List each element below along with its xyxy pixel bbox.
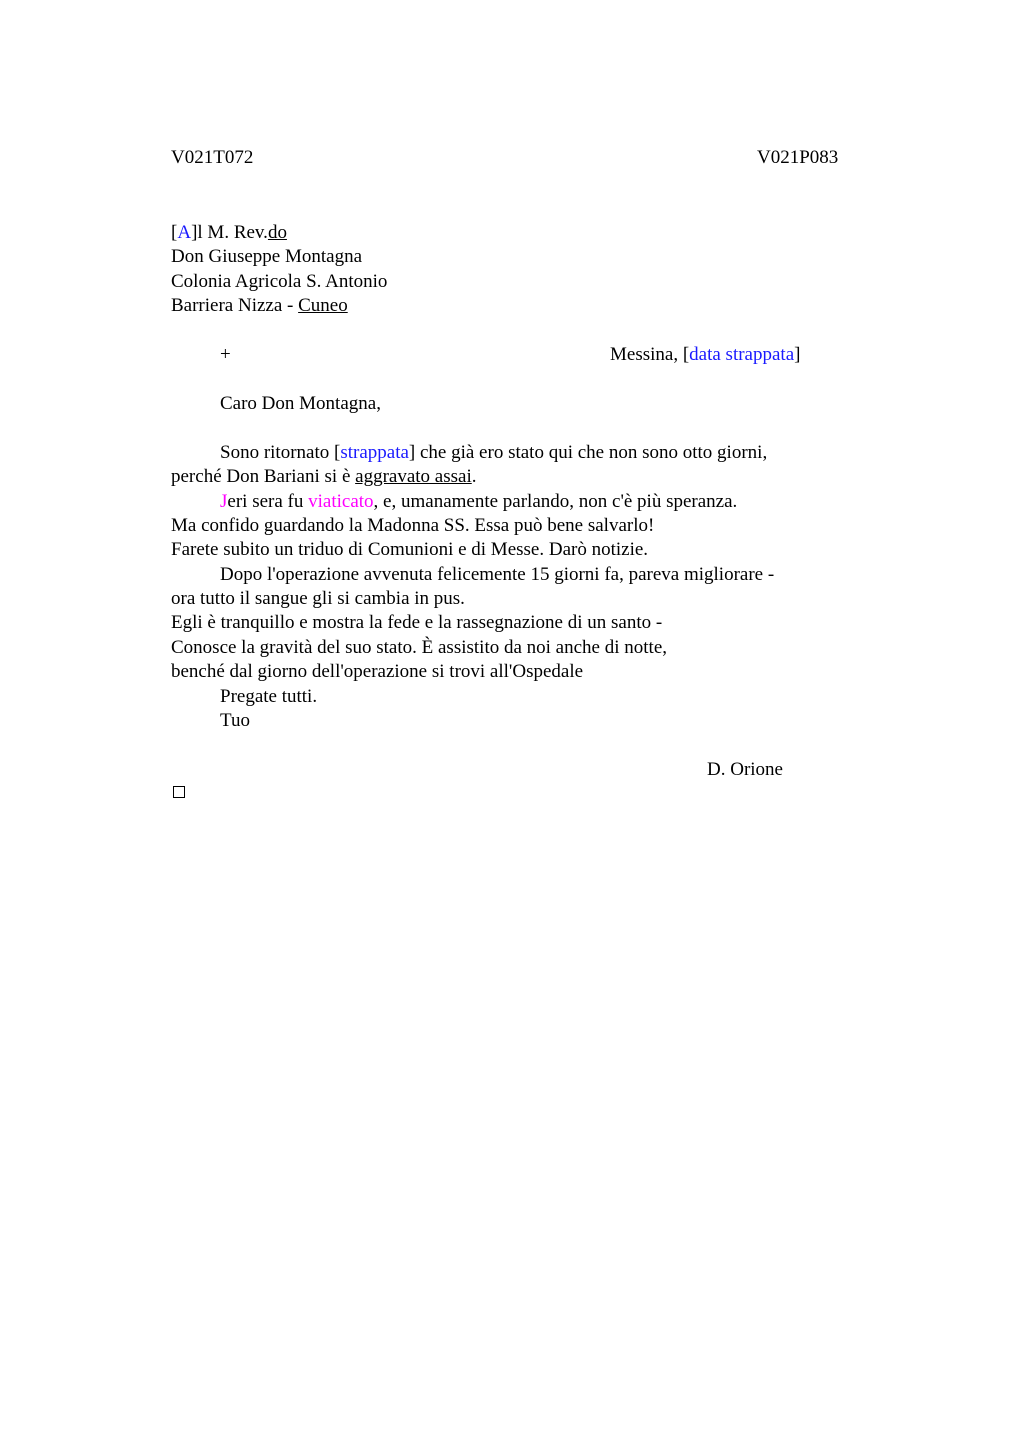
editorial-letter: A bbox=[177, 222, 192, 243]
body-line-2 bbox=[171, 465, 476, 489]
cross-mark: + bbox=[220, 344, 231, 365]
body-text: , e, umanamente parlando, non c'è più speranza. bbox=[373, 491, 738, 512]
address-title: l M. Rev. bbox=[197, 222, 268, 243]
underlined-text: aggravato assai bbox=[355, 466, 472, 487]
dateline-note: data strappata bbox=[689, 344, 795, 365]
address-city: Cuneo bbox=[298, 295, 348, 316]
body-text: ] che già ero stato qui che non sono otto giorni, bbox=[408, 442, 768, 463]
address-line-2: Don Giuseppe Montagna bbox=[171, 246, 363, 267]
dateline-close: ] bbox=[794, 344, 801, 365]
body-line-7: ora tutto il sangue gli si cambia in pus. bbox=[171, 588, 465, 609]
signature: D. Orione bbox=[707, 759, 783, 780]
dateline-place: Messina, [ bbox=[610, 344, 690, 365]
body-text: . bbox=[471, 466, 477, 487]
highlighted-word: viaticato bbox=[308, 491, 374, 512]
document-code-left: V021T072 bbox=[171, 147, 254, 168]
body-text: Sono ritornato [ bbox=[220, 442, 341, 463]
body-line-8: Egli è tranquillo e mostra la fede e la rassegnazione di un santo - bbox=[171, 612, 663, 633]
body-line-4: Ma confido guardando la Madonna SS. Essa può bene salvarlo! bbox=[171, 515, 655, 536]
editorial-note: strappata bbox=[340, 442, 409, 463]
body-line-10: benché dal giorno dell'operazione si trovi all'Ospedale bbox=[171, 661, 584, 682]
body-text: eri sera fu bbox=[227, 491, 309, 512]
bracket-open: [ bbox=[171, 222, 178, 243]
body-line-12: Tuo bbox=[220, 710, 250, 731]
body-line-3 bbox=[220, 490, 737, 514]
body-line-9: Conosce la gravità del suo stato. È assistito da noi anche di notte, bbox=[171, 637, 668, 658]
body-line-1 bbox=[220, 441, 767, 465]
body-line-5: Farete subito un triduo di Comunioni e di Messe. Darò notizie. bbox=[171, 539, 649, 560]
address-line-4 bbox=[171, 294, 348, 318]
salutation: Caro Don Montagna, bbox=[220, 393, 381, 414]
address-line-1 bbox=[171, 221, 287, 245]
body-text: perché Don Bariani si è bbox=[171, 466, 356, 487]
body-line-6: Dopo l'operazione avvenuta felicemente 15 giorni fa, pareva migliorare - bbox=[220, 564, 775, 585]
end-mark-square bbox=[173, 786, 185, 798]
address-street: Barriera Nizza - bbox=[171, 295, 299, 316]
body-line-11: Pregate tutti. bbox=[220, 686, 318, 707]
highlighted-letter: J bbox=[220, 491, 228, 512]
address-line-3: Colonia Agricola S. Antonio bbox=[171, 271, 388, 292]
address-title-abbrev: do bbox=[267, 222, 287, 243]
document-code-right: V021P083 bbox=[757, 147, 839, 168]
bracket-close: ] bbox=[191, 222, 198, 243]
dateline bbox=[610, 343, 800, 367]
